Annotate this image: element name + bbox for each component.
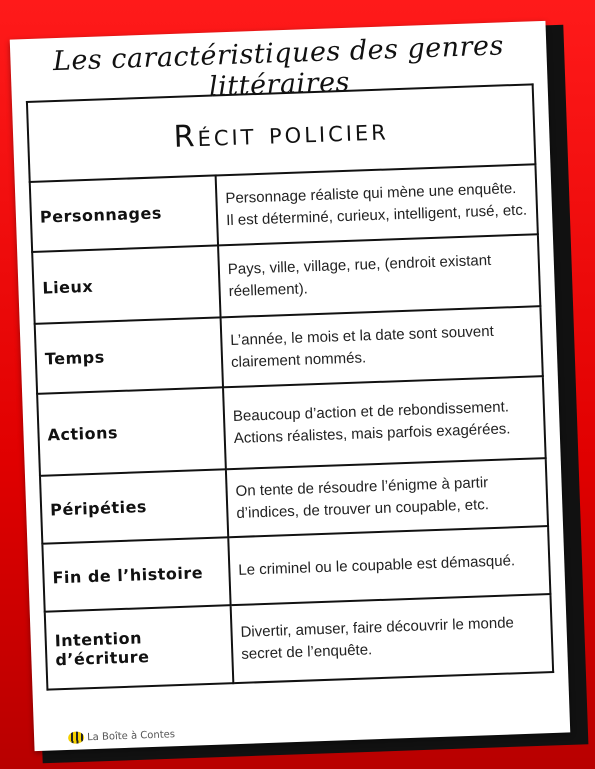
- row-label: Temps: [35, 317, 223, 393]
- info-sheet: [10, 21, 571, 751]
- row-label: Intention d’écriture: [45, 605, 234, 689]
- row-label: Péripéties: [40, 469, 228, 543]
- row-label: Personnages: [30, 175, 218, 251]
- genre-heading: Récit policier: [27, 84, 535, 182]
- row-description: On tente de résoudre l’énigme à partir d’indices, de trouver un coupable, etc.: [226, 458, 548, 537]
- page-title: Les caractéristiques des genres littéraires: [52, 30, 505, 103]
- row-label: Fin de l’histoire: [42, 537, 230, 611]
- row-label: Actions: [37, 387, 226, 475]
- row-description: Personnage réaliste qui mène une enquête. Il est déterminé, curieux, intelligent, rusé, etc.: [216, 164, 538, 245]
- row-description: Le criminel ou le coupable est démasqué.: [228, 526, 550, 605]
- row-description: L’année, le mois et la date sont souvent clairement nommés.: [221, 306, 543, 387]
- table-row: [45, 594, 553, 690]
- genre-table: [26, 83, 554, 690]
- logo-text: La Boîte à Contes: [86, 729, 176, 744]
- row-label: Lieux: [32, 245, 220, 323]
- row-description: Divertir, amuser, faire découvrir le monde secret de l’enquête.: [231, 594, 554, 683]
- row-description: Beaucoup d’action et de rebondissement. Actions réalistes, mais parfois exagérées.: [223, 376, 546, 469]
- bee-icon: [68, 731, 84, 744]
- brand-logo: [68, 728, 175, 744]
- row-description: Pays, ville, village, rue, (endroit existant réellement).: [218, 234, 540, 317]
